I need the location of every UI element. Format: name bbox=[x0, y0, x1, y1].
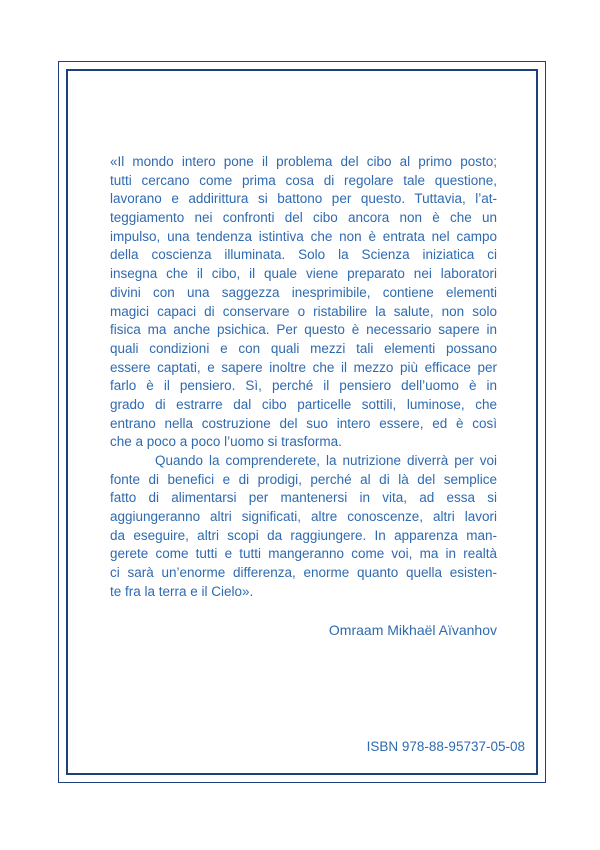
quote-line: gerete come tutti e tutti mangeranno come voi, ma in realtà bbox=[110, 546, 497, 562]
quote-line: insegna che il cibo, il quale viene preparato nei laboratori bbox=[110, 266, 497, 282]
quote-line: aggiungeranno altri significati, altre conoscenze, altri lavori bbox=[110, 509, 497, 525]
quote-line: impulso, una tendenza istintiva che non è entrata nel campo bbox=[110, 228, 497, 244]
isbn-text: ISBN 978-88-95737-05-08 bbox=[366, 739, 525, 754]
quote-line: Quando la comprenderete, la nutrizione diverrà per voi bbox=[155, 453, 497, 468]
quote-line: da eseguire, altri scopi da raggiungere. In apparenza man- bbox=[110, 527, 497, 543]
quote-line: quali condizioni e con quali mezzi tali elementi possano bbox=[110, 340, 497, 356]
quote-line: grado di estrarre dal cibo particelle sottili, luminose, che bbox=[110, 396, 497, 412]
author-name: Omraam Mikhaël Aïvanhov bbox=[328, 622, 497, 638]
quote-line: te fra la terra e il Cielo». bbox=[110, 583, 254, 599]
quote-text-block bbox=[110, 153, 497, 602]
quote-line: fonte di benefici e di prodigi, perché al di là del semplice bbox=[110, 471, 497, 487]
quote-line: entrano nella costruzione del suo intero essere, ed è così bbox=[110, 415, 497, 431]
quote-line: della coscienza illuminata. Solo la Scienza iniziatica ci bbox=[110, 247, 497, 263]
quote-line: farlo è il pensiero. Sì, perché il pensiero dell’uomo è in bbox=[110, 378, 497, 394]
quote-line: essere captati, e sapere inoltre che il mezzo più efficace per bbox=[110, 359, 497, 375]
quote-line: tutti cercano come prima cosa di regolare tale questione, bbox=[110, 172, 497, 188]
quote-line: che a poco a poco l’uomo si trasforma. bbox=[110, 434, 342, 450]
quote-line: «Il mondo intero pone il problema del cibo al primo posto; bbox=[110, 154, 497, 169]
quote-line: teggiamento nei confronti del cibo ancora non è che un bbox=[110, 210, 497, 226]
quote-line: lavorano e addirittura si battono per questo. Tuttavia, l’at- bbox=[110, 191, 497, 207]
quote-line: divini con una saggezza inesprimibile, contiene elementi bbox=[110, 284, 497, 300]
quote-line: fatto di alimentarsi per mantenersi in vita, ad essa si bbox=[110, 490, 497, 506]
quote-line: fisica ma anche psichica. Per questo è necessario sapere in bbox=[110, 322, 497, 338]
quote-line: ci sarà un’enorme differenza, enorme quanto quella esisten- bbox=[110, 565, 497, 581]
quote-line: magici capaci di conservare o ristabilire la salute, non solo bbox=[110, 303, 497, 319]
